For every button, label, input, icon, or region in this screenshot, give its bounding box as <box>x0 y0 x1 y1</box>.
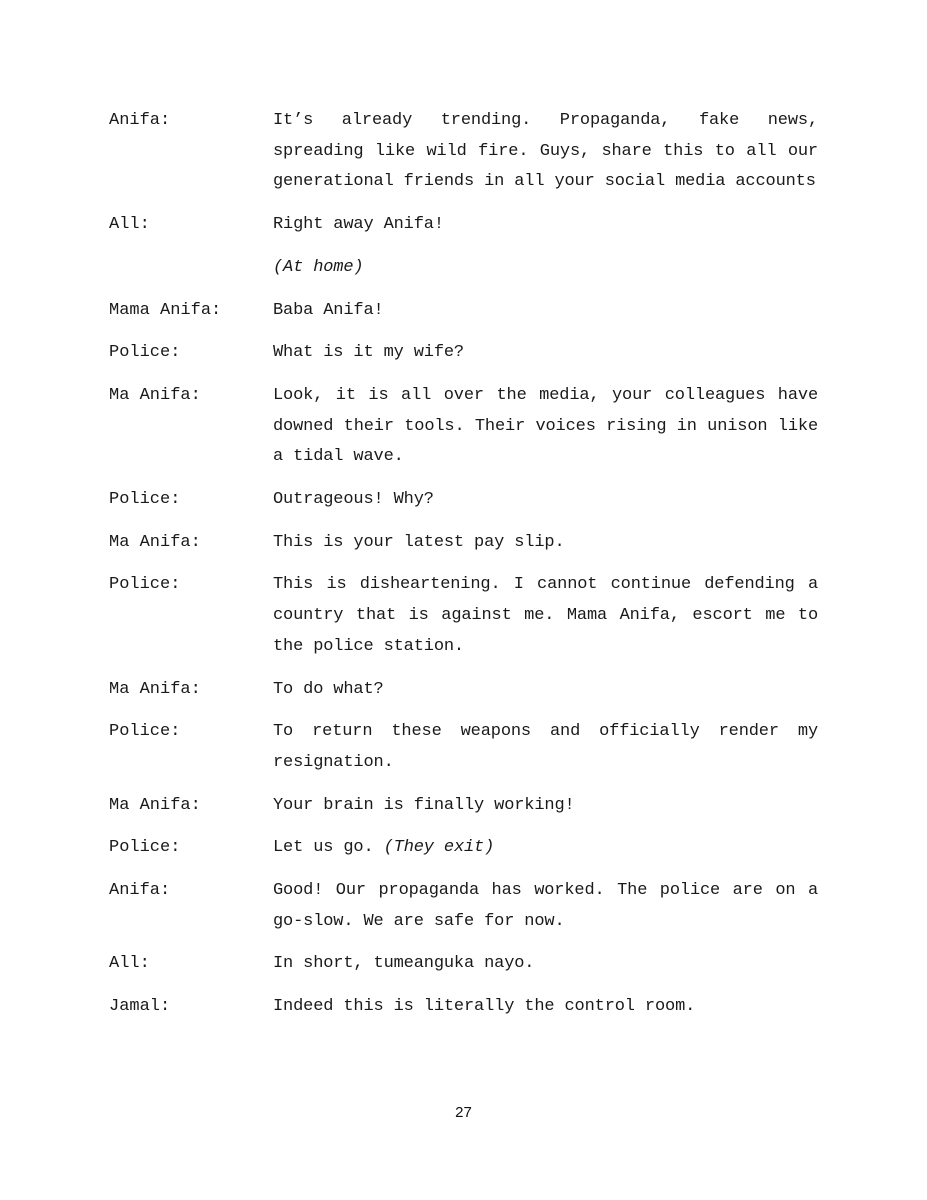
dialogue-line <box>109 106 821 198</box>
dialogue-line <box>109 876 821 937</box>
dialogue-line <box>109 675 821 706</box>
speaker-name: All: <box>109 954 150 974</box>
speech-text: Right away Anifa! <box>273 215 444 235</box>
dialogue-line <box>109 485 821 516</box>
speaker-name: Police: <box>109 722 181 742</box>
speech-text: Baba Anifa! <box>273 300 384 320</box>
dialogue-line <box>109 381 821 473</box>
speaker-name: Ma Anifa: <box>109 532 201 552</box>
dialogue-line <box>109 528 821 559</box>
dialogue-line <box>109 992 821 1023</box>
dialogue-line <box>109 833 821 864</box>
speaker-name: Ma Anifa: <box>109 385 201 405</box>
script-body <box>109 106 821 1035</box>
speaker-name: All: <box>109 215 150 235</box>
speaker-name: Police: <box>109 838 181 858</box>
dialogue-line <box>109 210 821 241</box>
stage-direction: (At home) <box>273 257 364 277</box>
speech-text: In short, tumeanguka nayo. <box>273 954 535 974</box>
dialogue-line <box>109 791 821 822</box>
page-number: 27 <box>455 1104 472 1121</box>
speech-text: This is your latest pay slip. <box>273 532 565 552</box>
speaker-name: Jamal: <box>109 997 171 1017</box>
speaker-name: Ma Anifa: <box>109 679 201 699</box>
dialogue-line <box>109 717 821 778</box>
speaker-name: Police: <box>109 343 181 363</box>
dialogue-line <box>109 338 821 369</box>
stage-direction: (They exit) <box>383 838 495 858</box>
speaker-name: Anifa: <box>109 881 171 901</box>
speech-with-direction <box>273 833 818 864</box>
speech-text: Indeed this is literally the control room. <box>273 997 696 1017</box>
speaker-name: Mama Anifa: <box>109 300 222 320</box>
speech-text: It’s already trending. Propaganda, fake news, spreading like wild fire. Guys, share this to all our generational friends in all your social media accounts <box>273 111 818 192</box>
dialogue-line <box>109 949 821 980</box>
speech-text: Let us go. <box>273 838 374 858</box>
speech-text: This is disheartening. I cannot continue defending a country that is against me. Mama Anifa, escort me to the police station. <box>273 575 818 656</box>
speech-text: Your brain is finally working! <box>273 795 575 815</box>
speech-text: To do what? <box>273 679 384 699</box>
stage-direction-line <box>109 253 821 284</box>
speaker-name: Police: <box>109 490 181 510</box>
speaker-name: Ma Anifa: <box>109 795 201 815</box>
speaker-name: Police: <box>109 575 181 595</box>
speech-text: To return these weapons and officially render my resignation. <box>273 722 818 772</box>
speaker-name: Anifa: <box>109 111 171 130</box>
speech-text: What is it my wife? <box>273 343 464 363</box>
speech-text: Look, it is all over the media, your colleagues have downed their tools. Their voices rising in unison like a tidal wave. <box>273 385 818 467</box>
dialogue-line <box>109 570 821 662</box>
speech-text: Good! Our propaganda has worked. The police are on a go-slow. We are safe for now. <box>273 881 818 931</box>
dialogue-line <box>109 296 821 327</box>
speech-text: Outrageous! Why? <box>273 490 434 510</box>
